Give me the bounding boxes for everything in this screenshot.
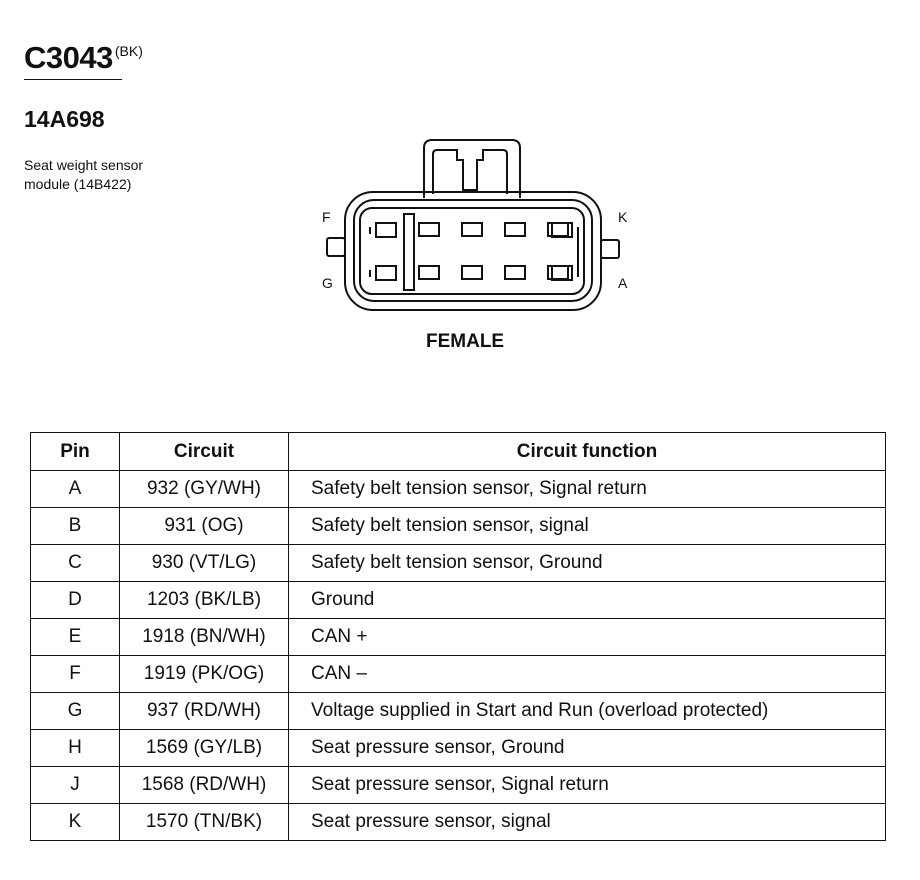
table-row [31, 508, 886, 545]
pin-label-g: G [322, 275, 333, 291]
part-number: 14A698 [24, 106, 105, 132]
circuit-cell: 1918 (BN/WH) [120, 619, 289, 656]
circuit-cell: 931 (OG) [120, 508, 289, 545]
pin-cell: A [31, 471, 120, 508]
header-circuit: Circuit [120, 433, 289, 471]
circuit-cell: 1568 (RD/WH) [120, 767, 289, 804]
circuit-cell: 930 (VT/LG) [120, 545, 289, 582]
connector-face-diagram [300, 130, 640, 315]
circuit-cell: 1919 (PK/OG) [120, 656, 289, 693]
function-cell: Seat pressure sensor, Ground [289, 730, 886, 767]
table-header-row [31, 433, 886, 471]
pin-cell: H [31, 730, 120, 767]
pin-cell: E [31, 619, 120, 656]
cavity-top-2 [419, 223, 439, 236]
cavity-top-4 [505, 223, 525, 236]
function-cell: Seat pressure sensor, signal [289, 804, 886, 841]
function-cell: Safety belt tension sensor, Signal return [289, 471, 886, 508]
module-description [24, 156, 194, 194]
connector-title [24, 40, 143, 76]
pin-label-f: F [322, 209, 331, 225]
table-row [31, 545, 886, 582]
table-row [31, 619, 886, 656]
shell-outer [345, 192, 601, 310]
function-cell: CAN + [289, 619, 886, 656]
shell-inner [354, 200, 592, 301]
pinout-table [30, 432, 886, 841]
polarizing-bar [404, 214, 414, 290]
function-cell: CAN – [289, 656, 886, 693]
function-cell: Ground [289, 582, 886, 619]
table-row [31, 471, 886, 508]
function-cell: Safety belt tension sensor, signal [289, 508, 886, 545]
pin-label-k: K [618, 209, 628, 225]
header-function: Circuit function [289, 433, 886, 471]
circuit-cell: 1570 (TN/BK) [120, 804, 289, 841]
pin-cell: B [31, 508, 120, 545]
pin-cell: G [31, 693, 120, 730]
female-view-label: FEMALE [426, 331, 505, 352]
circuit-cell: 932 (GY/WH) [120, 471, 289, 508]
header-pin: Pin [31, 433, 120, 471]
table-row [31, 656, 886, 693]
right-tab [601, 240, 619, 258]
module-desc-line-2: module (14B422) [24, 176, 132, 192]
cavity-F [370, 223, 396, 237]
cavity-bottom-4 [505, 266, 525, 279]
function-cell: Safety belt tension sensor, Ground [289, 545, 886, 582]
pin-cell: C [31, 545, 120, 582]
circuit-cell: 1203 (BK/LB) [120, 582, 289, 619]
cavity-bottom-2 [419, 266, 439, 279]
table-row [31, 767, 886, 804]
table-row [31, 730, 886, 767]
pin-cell: D [31, 582, 120, 619]
latch-inner [433, 150, 507, 194]
table-row [31, 582, 886, 619]
cavity-frame [360, 208, 584, 294]
connector-color-code: (BK) [114, 43, 143, 59]
pin-cell: K [31, 804, 120, 841]
connector-id: C3043 [24, 40, 113, 75]
circuit-cell: 937 (RD/WH) [120, 693, 289, 730]
pin-cell: J [31, 767, 120, 804]
table-row [31, 804, 886, 841]
title-underline [24, 79, 122, 80]
pin-label-a: A [618, 275, 628, 291]
table-row [31, 693, 886, 730]
cavity-top-3 [462, 223, 482, 236]
circuit-cell: 1569 (GY/LB) [120, 730, 289, 767]
cavity-bottom-3 [462, 266, 482, 279]
left-tab [327, 238, 345, 256]
cavity-G [370, 266, 396, 280]
function-cell: Seat pressure sensor, Signal return [289, 767, 886, 804]
module-desc-line-1: Seat weight sensor [24, 157, 144, 173]
function-cell: Voltage supplied in Start and Run (overload protected) [289, 693, 886, 730]
pin-cell: F [31, 656, 120, 693]
